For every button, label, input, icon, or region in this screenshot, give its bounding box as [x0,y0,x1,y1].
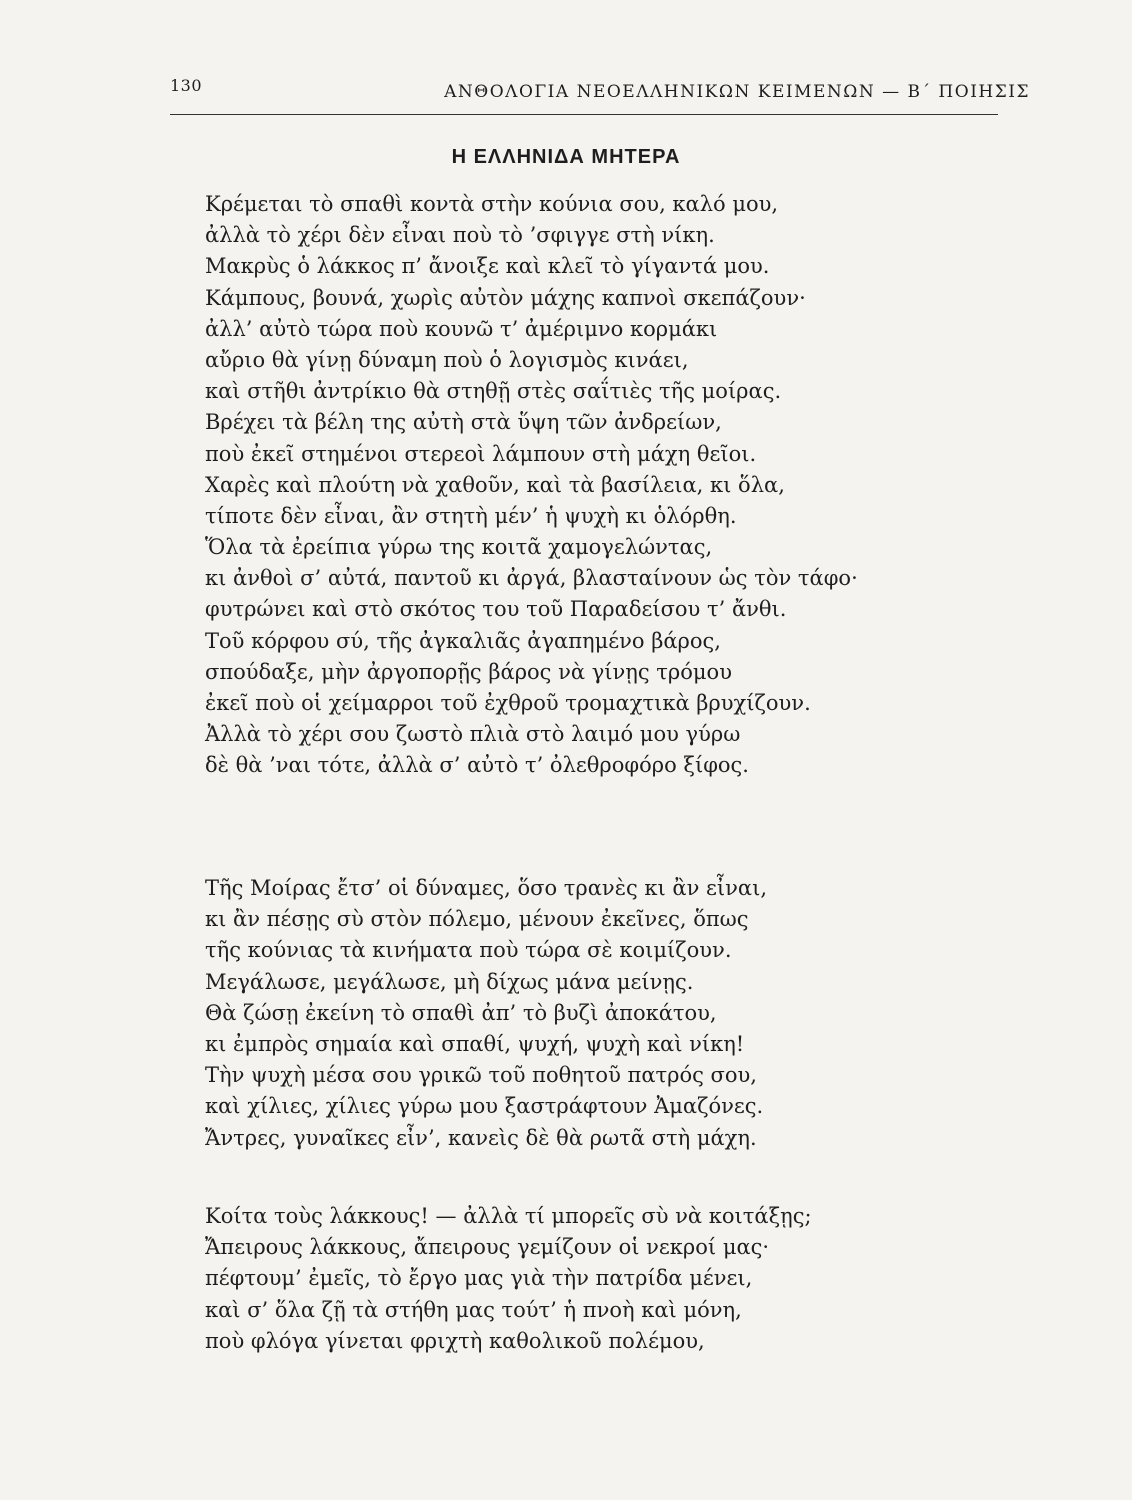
poem-line: ποὺ φλόγα γίνεται φριχτὴ καθολικοῦ πολέμου, [205,1328,705,1353]
poem-line: Ἄντρες, γυναῖκες εἶν’, κανεὶς δὲ θὰ ρωτᾶ στὴ μάχη. [205,1125,757,1150]
poem-line: Μεγάλωσε, μεγάλωσε, μὴ δίχως μάνα μείνῃς. [205,969,694,994]
poem-line: καὶ χίλιες, χίλιες γύρω μου ξαστράφτουν Ἀμαζόνες. [205,1094,764,1119]
stanza-1 [205,189,1005,782]
poem-line: ποὺ ἐκεῖ στημένοι στερεοὶ λάμπουν στὴ μάχη θεῖοι. [205,441,757,466]
poem-line: Τῆς Μοίρας ἔτσ’ οἱ δύναμες, ὅσο τρανὲς κι ἂν εἶναι, [205,876,768,900]
poem-line: δὲ θὰ ’ναι τότε, ἀλλὰ σ’ αὐτὸ τ’ ὀλεθροφόρο ξίφος. [205,753,749,778]
poem-line: πέφτουμ’ ἐμεῖς, τὸ ἔργο μας γιὰ τὴν πατρίδα μένει, [205,1266,753,1291]
poem-line: Κρέμεται τὸ σπαθὶ κοντὰ στὴν κούνια σου, καλό μου, [205,192,779,216]
poem-line: τῆς κούνιας τὰ κινήματα ποὺ τώρα σὲ κοιμίζουν. [205,938,732,963]
poem-line: Ἀλλὰ τὸ χέρι σου ζωστὸ πλιὰ στὸ λαιμό μου γύρω [205,722,741,747]
poem-title: Η ΕΛΛΗΝΙΔΑ ΜΗΤΕΡΑ [451,146,681,168]
header-rule [170,114,998,115]
poem-line: Τοῦ κόρφου σύ, τῆς ἀγκαλιᾶς ἀγαπημένο βάρος, [205,628,721,653]
poem-line: ἐκεῖ ποὺ οἱ χείμαρροι τοῦ ἐχθροῦ τρομαχτικὰ βρυχίζουν. [205,691,811,715]
poem-line: ἀλλ’ αὐτὸ τώρα ποὺ κουνῶ τ’ ἀμέριμνο κορμάκι [205,316,718,341]
poem-line: Τὴν ψυχὴ μέσα σου γρικῶ τοῦ ποθητοῦ πατρός σου, [205,1063,757,1088]
poem-line: καὶ σ’ ὅλα ζῇ τὰ στήθη μας τούτ’ ἡ πνοὴ καὶ μόνη, [205,1297,742,1322]
poem-line: ἀλλὰ τὸ χέρι δὲν εἶναι ποὺ τὸ ’σφιγγε στὴ νίκη. [205,223,715,248]
poem-line: καὶ στῆθι ἀντρίκιο θὰ στηθῇ στὲς σαΐτιὲς τῆς μοίρας. [205,379,782,404]
poem-line: αὔριο θὰ γίνῃ δύναμη ποὺ ὁ λογισμὸς κινάει, [205,347,689,372]
poem-line: σπούδαξε, μὴν ἀργοπορῇς βάρος νὰ γίνῃς τρόμου [205,659,732,684]
poem-line: κι ἐμπρὸς σημαία καὶ σπαθί, ψυχή, ψυχὴ καὶ νίκη! [205,1031,745,1056]
stanza-2 [205,873,1005,1154]
poem-line: Μακρὺς ὁ λάκκος π’ ἄνοιξε καὶ κλεῖ τὸ γίγαντά μου. [205,254,770,279]
poem-line: Χαρὲς καὶ πλούτη νὰ χαθοῦν, καὶ τὰ βασίλεια, κι ὅλα, [205,472,785,497]
poem-line: κι ἂν πέσῃς σὺ στὸν πόλεμο, μένουν ἐκεῖνες, ὅπως [205,907,749,932]
poem-line: Θὰ ζώσῃ ἐκείνη τὸ σπαθὶ ἀπ’ τὸ βυζὶ ἀποκάτου, [205,1000,717,1025]
poem-line: κι ἀνθοὶ σ’ αὐτά, παντοῦ κι ἀργά, βλασταίνουν ὡς τὸν τάφο· [205,566,858,591]
poem-line: Κάμπους, βουνά, χωρὶς αὐτὸν μάχης καπνοὶ σκεπάζουν· [205,285,806,310]
running-head: ΑΝΘΟΛΟΓΙΑ ΝΕΟΕΛΛΗΝΙΚΩΝ ΚΕΙΜΕΝΩΝ — Β΄ ΠΟΙΗΣΙΣ [444,82,1030,102]
page-number: 130 [170,76,203,95]
poem-line: Βρέχει τὰ βέλη της αὐτὴ στὰ ὕψη τῶν ἀνδρείων, [205,410,722,435]
stanza-3 [205,1201,1005,1357]
poem-line: τίποτε δὲν εἶναι, ἂν στητὴ μέν’ ἡ ψυχὴ κι ὁλόρθη. [205,503,737,528]
poem-line: Ὅλα τὰ ἐρείπια γύρω της κοιτᾶ χαμογελώντας, [205,535,713,560]
poem-line: Ἄπειρους λάκκους, ἄπειρους γεμίζουν οἱ νεκροί μας· [205,1235,770,1260]
poem-line: φυτρώνει καὶ στὸ σκότος του τοῦ Παραδείσου τ’ ἄνθι. [205,597,787,622]
page-header [170,76,1030,108]
poem-line: Κοίτα τοὺς λάκκους! — ἀλλὰ τί μπορεῖς σὺ νὰ κοιτάξῃς; [205,1204,812,1228]
